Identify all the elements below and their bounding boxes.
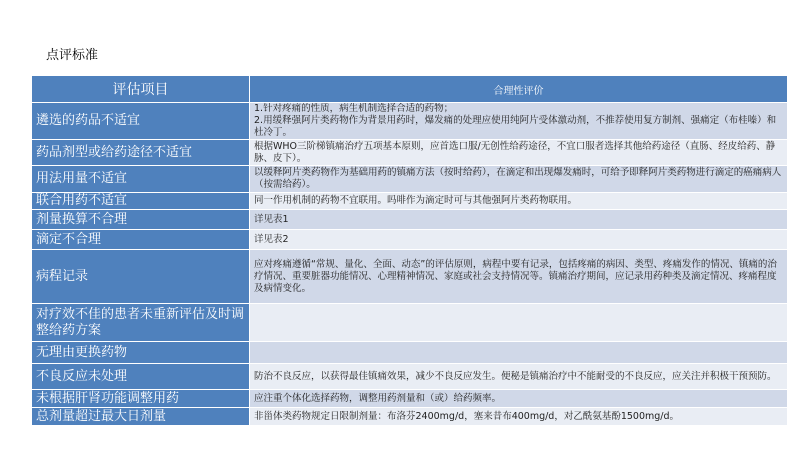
evaluation-text: 非甾体类药物规定日限制剂量：布洛芬2400mg/d，塞来昔布400mg/d，对乙酰氨基酚1500mg/d。 bbox=[254, 410, 680, 422]
row-evaluation bbox=[250, 166, 788, 193]
row-evaluation bbox=[250, 140, 788, 166]
evaluation-text: 同一作用机制的药物不宜联用。吗啡作为滴定时可与其他强阿片类药物联用。 bbox=[254, 195, 578, 206]
row-evaluation bbox=[250, 103, 788, 140]
row-item: 用法用量不适宜 bbox=[32, 166, 250, 193]
row-item: 联合用药不适宜 bbox=[32, 193, 250, 210]
table-row bbox=[32, 230, 788, 250]
evaluation-text: 1.针对疼痛的性质，病生机制选择合适的药物； bbox=[254, 103, 454, 114]
row-item: 不良反应未处理 bbox=[32, 364, 250, 390]
row-item: 剂量换算不合理 bbox=[32, 210, 250, 230]
table-row bbox=[32, 408, 788, 426]
table-row bbox=[32, 390, 788, 408]
table-row bbox=[32, 103, 788, 140]
evaluation-text: 详见表2 bbox=[254, 233, 289, 245]
table-row bbox=[32, 250, 788, 304]
evaluation-text: 根据WHO三阶梯镇痛治疗五项基本原则，应首选口服/无创性给药途径，不宜口服者选择其他给药途径（直肠、经皮给药、静脉、皮下）。 bbox=[254, 140, 776, 164]
evaluation-text: 应注重个体化选择药物，调整用药剂量和（或）给药频率。 bbox=[254, 392, 502, 404]
table-row bbox=[32, 342, 788, 364]
row-item: 药品剂型或给药途径不适宜 bbox=[32, 140, 250, 166]
table-row bbox=[32, 210, 788, 230]
header-evaluation: 合理性评价 bbox=[250, 76, 788, 103]
evaluation-text: 防治不良反应，以获得最佳镇痛效果，减少不良反应发生。便秘是镇痛治疗中不能耐受的不良反应，应关注并积极干预预防。 bbox=[254, 370, 777, 382]
row-item: 病程记录 bbox=[32, 250, 250, 304]
row-item: 未根据肝肾功能调整用药 bbox=[32, 390, 250, 408]
evaluation-text: 详见表1 bbox=[254, 213, 289, 225]
row-item: 无理由更换药物 bbox=[32, 342, 250, 364]
table-row bbox=[32, 304, 788, 342]
row-evaluation bbox=[250, 390, 788, 408]
criteria-table bbox=[31, 75, 788, 426]
evaluation-text: 应对疼痛遵循“常规、量化、全面、动态”的评估原则，病程中要有记录，包括疼痛的病因、类型、疼痛发作的情况、镇痛的治疗情况、重要脏器功能情况、心理精神情况、家庭或社会支持情况等。镇痛治疗期间，应记录用药种类及滴定情况、疼痛程度及病情变化。 bbox=[254, 258, 777, 294]
evaluation-text: 2.用缓释强阿片类药物作为背景用药时，爆发痛的处理应使用纯阿片受体激动剂，不推荐使用复方制剂、强痛定（布桂嗪）和杜冷丁。 bbox=[254, 115, 777, 138]
table-row bbox=[32, 140, 788, 166]
row-evaluation bbox=[250, 408, 788, 426]
row-evaluation bbox=[250, 193, 788, 210]
row-item: 总剂量超过最大日剂量 bbox=[32, 408, 250, 426]
row-item: 对疗效不佳的患者未重新评估及时调整给药方案 bbox=[32, 304, 250, 342]
page-title: 点评标准 bbox=[46, 48, 99, 63]
table-row bbox=[32, 193, 788, 210]
table-row bbox=[32, 364, 788, 390]
table-header-row bbox=[32, 76, 788, 103]
row-evaluation bbox=[250, 210, 788, 230]
row-evaluation bbox=[250, 230, 788, 250]
row-item: 遴选的药品不适宜 bbox=[32, 103, 250, 140]
row-evaluation bbox=[250, 364, 788, 390]
row-item: 滴定不合理 bbox=[32, 230, 250, 250]
row-evaluation bbox=[250, 342, 788, 364]
evaluation-text: 以缓释阿片类药物作为基础用药的镇痛方法（按时给药），在滴定和出现爆发痛时，可给予即释阿片类药物进行滴定的癌痛病人（按需给药）。 bbox=[254, 167, 782, 190]
row-evaluation bbox=[250, 250, 788, 304]
header-item: 评估项目 bbox=[32, 76, 250, 103]
row-evaluation bbox=[250, 304, 788, 342]
table-row bbox=[32, 166, 788, 193]
